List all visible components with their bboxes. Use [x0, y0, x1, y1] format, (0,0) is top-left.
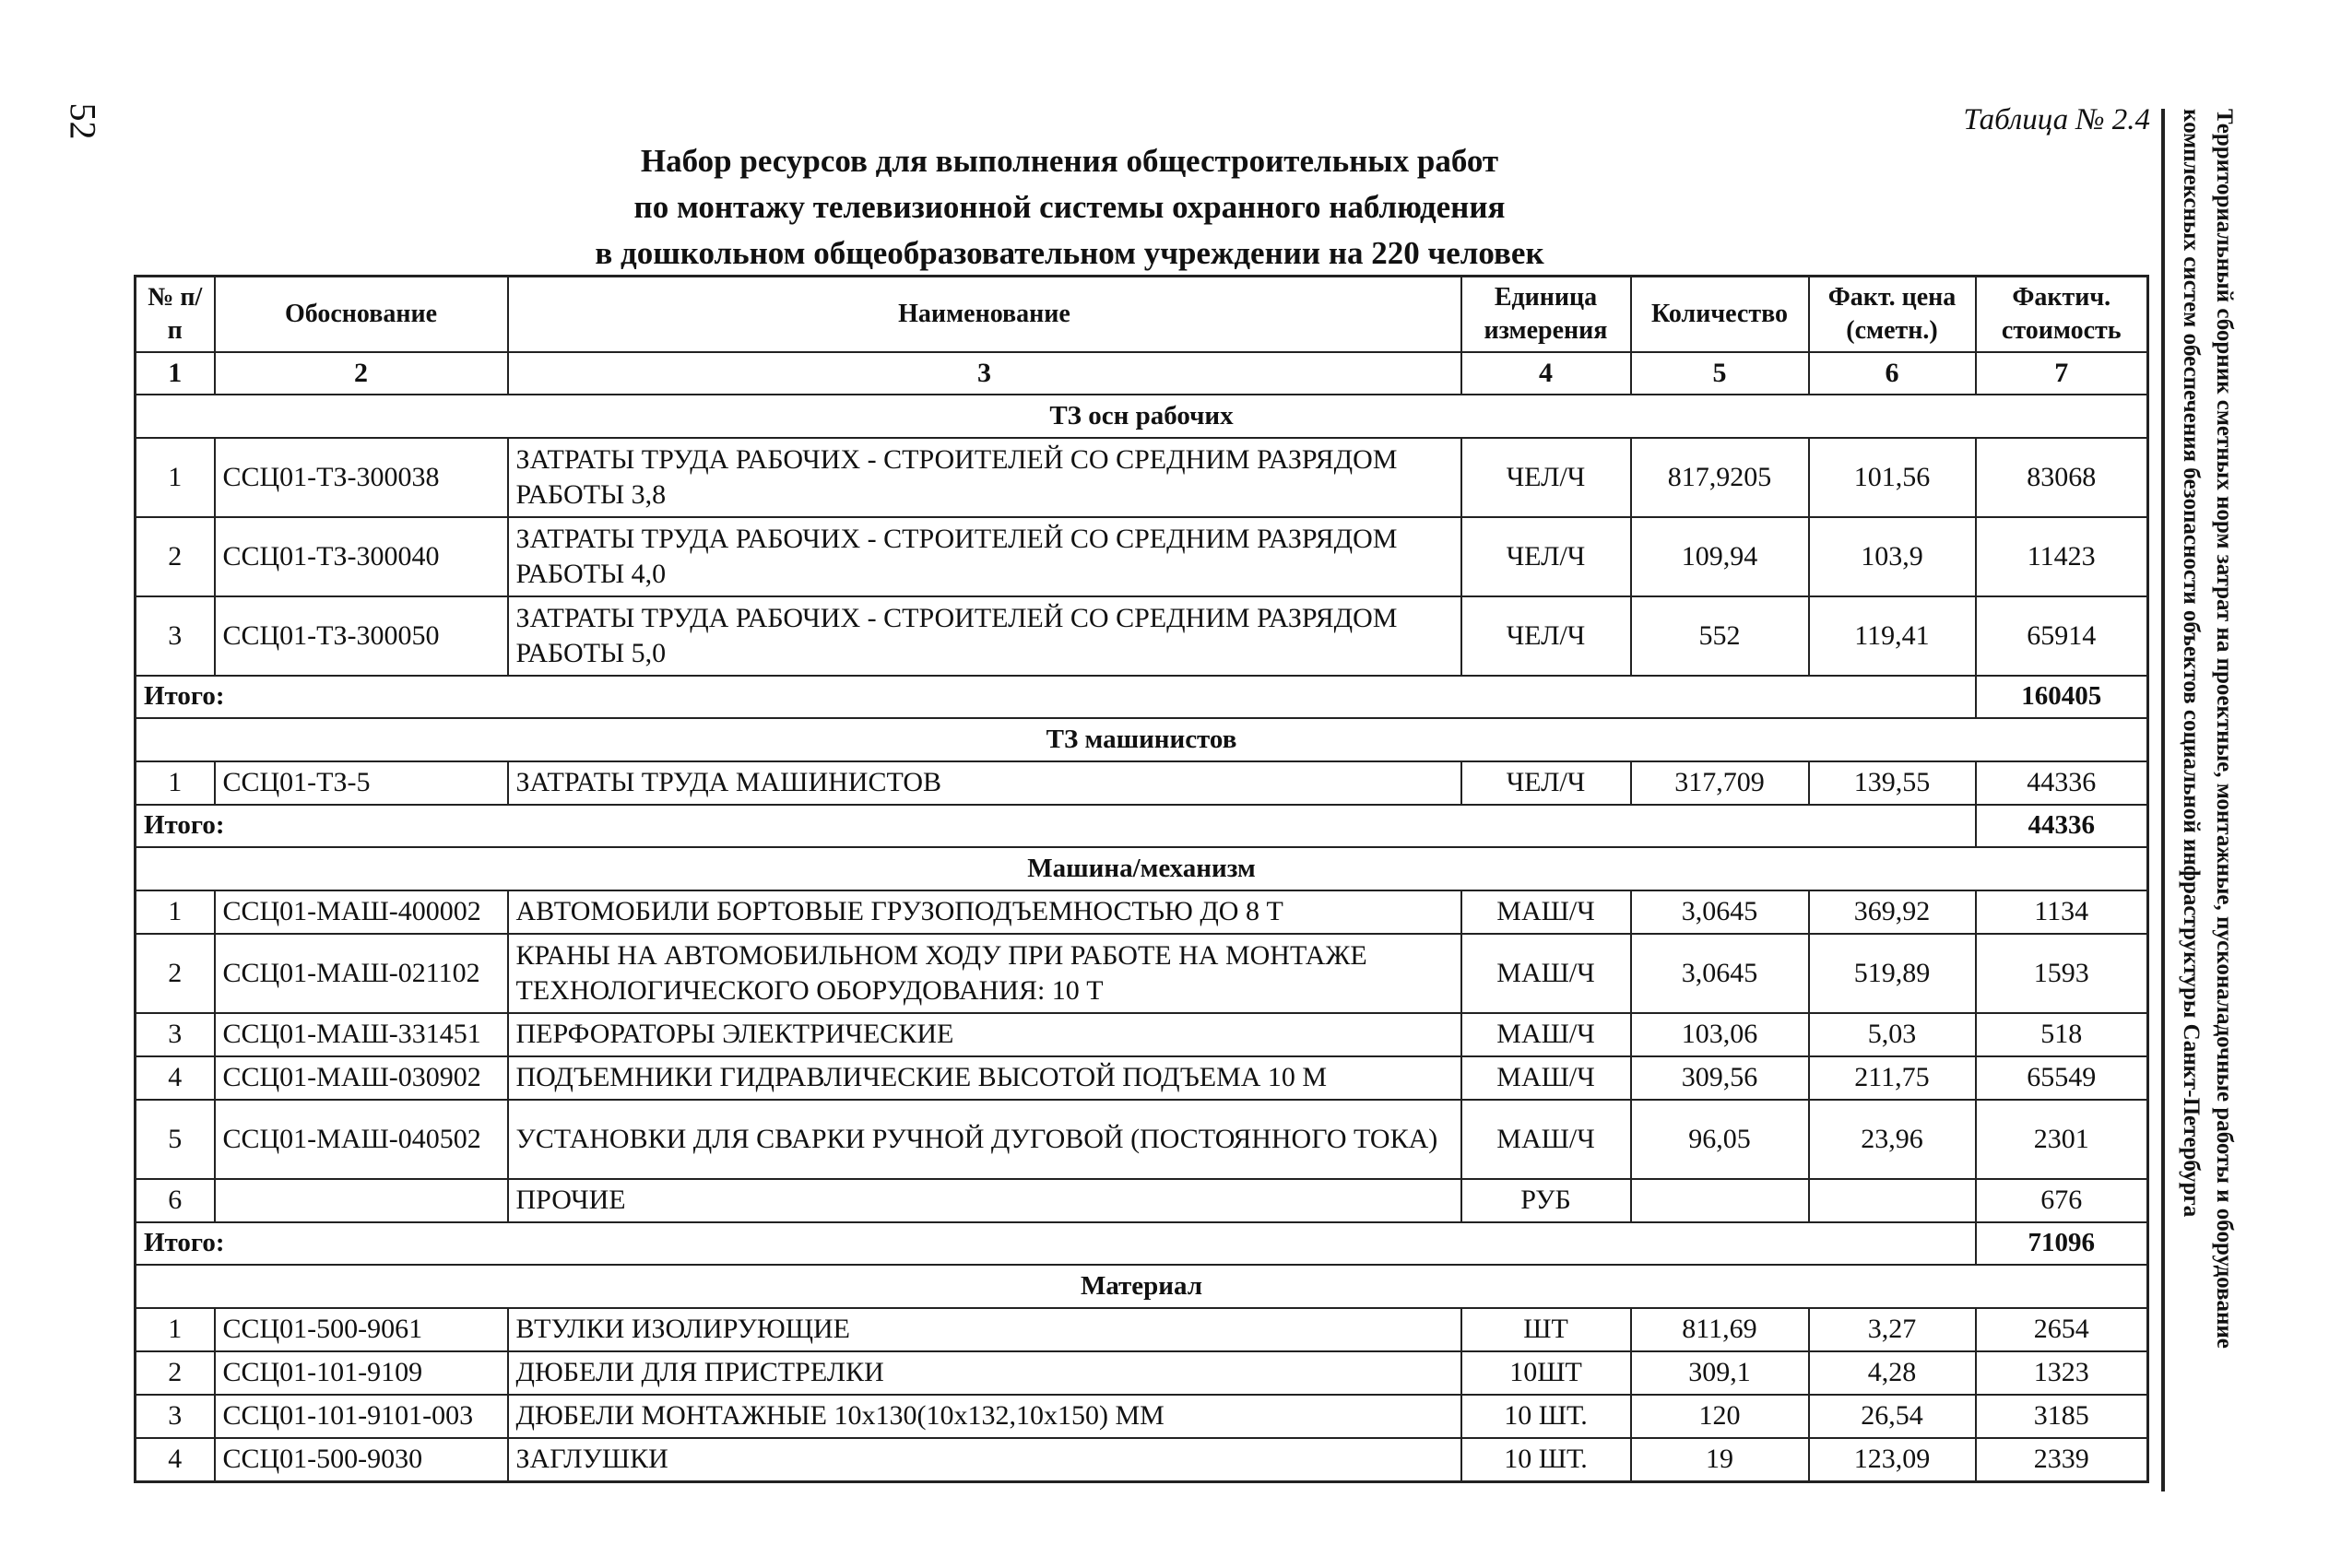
- row-quantity: 3,0645: [1631, 934, 1809, 1013]
- row-price: 369,92: [1809, 890, 1976, 934]
- row-basis-code: ССЦ01-101-9109: [215, 1351, 508, 1395]
- row-unit: ЧЕЛ/Ч: [1461, 761, 1631, 805]
- table-row: [136, 1013, 2148, 1056]
- row-number: 5: [136, 1100, 215, 1179]
- row-price: 519,89: [1809, 934, 1976, 1013]
- row-name: ПОДЪЕМНИКИ ГИДРАВЛИЧЕСКИЕ ВЫСОТОЙ ПОДЪЕМА 10 М: [508, 1056, 1461, 1100]
- section-header-row: [136, 1265, 2148, 1308]
- total-label: Итого:: [136, 805, 1976, 847]
- row-quantity: 811,69: [1631, 1308, 1809, 1351]
- column-number: 2: [215, 352, 508, 395]
- row-basis-code: ССЦ01-ТЗ-300040: [215, 517, 508, 596]
- row-name: ЗАТРАТЫ ТРУДА РАБОЧИХ - СТРОИТЕЛЕЙ СО СРЕДНИМ РАЗРЯДОМ РАБОТЫ 4,0: [508, 517, 1461, 596]
- row-unit: ЧЕЛ/Ч: [1461, 438, 1631, 517]
- row-number: 1: [136, 1308, 215, 1351]
- row-name: ЗАТРАТЫ ТРУДА РАБОЧИХ - СТРОИТЕЛЕЙ СО СРЕДНИМ РАЗРЯДОМ РАБОТЫ 5,0: [508, 596, 1461, 676]
- row-unit: 10 ШТ.: [1461, 1438, 1631, 1482]
- row-quantity: 109,94: [1631, 517, 1809, 596]
- row-quantity: 96,05: [1631, 1100, 1809, 1179]
- row-quantity: 309,56: [1631, 1056, 1809, 1100]
- total-row: [136, 676, 2148, 718]
- row-cost: 83068: [1976, 438, 2148, 517]
- row-price: 119,41: [1809, 596, 1976, 676]
- total-value: 71096: [1976, 1222, 2148, 1265]
- column-number-row: [136, 352, 2148, 395]
- row-cost: 3185: [1976, 1395, 2148, 1438]
- row-number: 2: [136, 1351, 215, 1395]
- table-row: [136, 1438, 2148, 1482]
- row-cost: 65914: [1976, 596, 2148, 676]
- table-row: [136, 934, 2148, 1013]
- page-number: 52: [62, 102, 104, 140]
- row-basis-code: ССЦ01-ТЗ-300038: [215, 438, 508, 517]
- row-quantity: [1631, 1179, 1809, 1222]
- total-label: Итого:: [136, 1222, 1976, 1265]
- title-line: в дошкольном общеобразовательном учреждении на 220 человек: [595, 235, 1544, 271]
- row-number: 2: [136, 517, 215, 596]
- row-cost: 2654: [1976, 1308, 2148, 1351]
- table-row: [136, 1308, 2148, 1351]
- row-unit: МАШ/Ч: [1461, 890, 1631, 934]
- row-basis-code: ССЦ01-ТЗ-5: [215, 761, 508, 805]
- row-name: ПЕРФОРАТОРЫ ЭЛЕКТРИЧЕСКИЕ: [508, 1013, 1461, 1056]
- column-number: 4: [1461, 352, 1631, 395]
- row-number: 3: [136, 1395, 215, 1438]
- row-cost: 1134: [1976, 890, 2148, 934]
- row-unit: ЧЕЛ/Ч: [1461, 596, 1631, 676]
- table-row: [136, 1056, 2148, 1100]
- section-title: ТЗ осн рабочих: [136, 395, 2148, 438]
- row-price: 101,56: [1809, 438, 1976, 517]
- row-name: ЗАТРАТЫ ТРУДА РАБОЧИХ - СТРОИТЕЛЕЙ СО СРЕДНИМ РАЗРЯДОМ РАБОТЫ 3,8: [508, 438, 1461, 517]
- total-label: Итого:: [136, 676, 1976, 718]
- row-quantity: 103,06: [1631, 1013, 1809, 1056]
- row-price: 211,75: [1809, 1056, 1976, 1100]
- row-quantity: 317,709: [1631, 761, 1809, 805]
- side-running-header: [2167, 109, 2241, 1409]
- row-number: 4: [136, 1056, 215, 1100]
- section-title: ТЗ машинистов: [136, 718, 2148, 761]
- row-unit: МАШ/Ч: [1461, 1056, 1631, 1100]
- row-name: ДЮБЕЛИ ДЛЯ ПРИСТРЕЛКИ: [508, 1351, 1461, 1395]
- row-unit: МАШ/Ч: [1461, 1013, 1631, 1056]
- row-cost: 1593: [1976, 934, 2148, 1013]
- column-number: 5: [1631, 352, 1809, 395]
- row-quantity: 309,1: [1631, 1351, 1809, 1395]
- row-basis-code: ССЦ01-МАШ-331451: [215, 1013, 508, 1056]
- row-name: ЗАТРАТЫ ТРУДА МАШИНИСТОВ: [508, 761, 1461, 805]
- row-price: 139,55: [1809, 761, 1976, 805]
- row-name: ДЮБЕЛИ МОНТАЖНЫЕ 10х130(10х132,10х150) ММ: [508, 1395, 1461, 1438]
- row-basis-code: ССЦ01-МАШ-040502: [215, 1100, 508, 1179]
- row-unit: 10 ШТ.: [1461, 1395, 1631, 1438]
- header-qty: Количество: [1631, 277, 1809, 352]
- table-row: [136, 517, 2148, 596]
- table-row: [136, 1395, 2148, 1438]
- table-row: [136, 1351, 2148, 1395]
- row-cost: 676: [1976, 1179, 2148, 1222]
- row-quantity: 19: [1631, 1438, 1809, 1482]
- row-number: 1: [136, 890, 215, 934]
- total-row: [136, 805, 2148, 847]
- row-price: 5,03: [1809, 1013, 1976, 1056]
- side-divider: [2161, 109, 2165, 1491]
- row-quantity: 120: [1631, 1395, 1809, 1438]
- total-value: 44336: [1976, 805, 2148, 847]
- section-header-row: [136, 847, 2148, 890]
- header-row: [136, 277, 2148, 352]
- row-basis-code: ССЦ01-МАШ-021102: [215, 934, 508, 1013]
- row-unit: МАШ/Ч: [1461, 934, 1631, 1013]
- row-cost: 65549: [1976, 1056, 2148, 1100]
- row-quantity: 817,9205: [1631, 438, 1809, 517]
- header-price: Факт. цена (сметн.): [1809, 277, 1976, 352]
- row-price: 123,09: [1809, 1438, 1976, 1482]
- resources-table: [134, 275, 2149, 1483]
- row-name: АВТОМОБИЛИ БОРТОВЫЕ ГРУЗОПОДЪЕМНОСТЬЮ ДО 8 Т: [508, 890, 1461, 934]
- row-cost: 11423: [1976, 517, 2148, 596]
- row-price: 23,96: [1809, 1100, 1976, 1179]
- total-row: [136, 1222, 2148, 1265]
- row-basis-code: ССЦ01-500-9030: [215, 1438, 508, 1482]
- row-number: 1: [136, 438, 215, 517]
- row-basis-code: ССЦ01-МАШ-030902: [215, 1056, 508, 1100]
- column-number: 3: [508, 352, 1461, 395]
- row-cost: 518: [1976, 1013, 2148, 1056]
- row-unit: ЧЕЛ/Ч: [1461, 517, 1631, 596]
- side-line: комплексных систем обеспечения безопасности объектов социальной инфраструктуры Санкт-Петербурга: [2179, 109, 2204, 1218]
- row-price: 4,28: [1809, 1351, 1976, 1395]
- column-number: 1: [136, 352, 215, 395]
- row-unit: РУБ: [1461, 1179, 1631, 1222]
- row-number: 1: [136, 761, 215, 805]
- header-basis: Обоснование: [215, 277, 508, 352]
- header-name: Наименование: [508, 277, 1461, 352]
- header-num: № п/п: [136, 277, 215, 352]
- row-unit: МАШ/Ч: [1461, 1100, 1631, 1179]
- title-line: Набор ресурсов для выполнения общестроительных работ: [640, 143, 1499, 179]
- row-name: ЗАГЛУШКИ: [508, 1438, 1461, 1482]
- row-number: 3: [136, 596, 215, 676]
- row-unit: 10ШТ: [1461, 1351, 1631, 1395]
- table-row: [136, 761, 2148, 805]
- row-number: 4: [136, 1438, 215, 1482]
- table-row: [136, 1179, 2148, 1222]
- row-price: [1809, 1179, 1976, 1222]
- header-unit: Единица измерения: [1461, 277, 1631, 352]
- row-name: КРАНЫ НА АВТОМОБИЛЬНОМ ХОДУ ПРИ РАБОТЕ НА МОНТАЖЕ ТЕХНОЛОГИЧЕСКОГО ОБОРУДОВАНИЯ: 10 Т: [508, 934, 1461, 1013]
- row-number: 3: [136, 1013, 215, 1056]
- row-number: 2: [136, 934, 215, 1013]
- row-price: 3,27: [1809, 1308, 1976, 1351]
- table-row: [136, 596, 2148, 676]
- title-line: по монтажу телевизионной системы охранного наблюдения: [633, 189, 1506, 225]
- row-name: ВТУЛКИ ИЗОЛИРУЮЩИЕ: [508, 1308, 1461, 1351]
- section-header-row: [136, 718, 2148, 761]
- row-name: ПРОЧИЕ: [508, 1179, 1461, 1222]
- header-cost: Фактич. стоимость: [1976, 277, 2148, 352]
- row-cost: 2301: [1976, 1100, 2148, 1179]
- row-price: 26,54: [1809, 1395, 1976, 1438]
- column-number: 6: [1809, 352, 1976, 395]
- row-basis-code: ССЦ01-МАШ-400002: [215, 890, 508, 934]
- row-quantity: 552: [1631, 596, 1809, 676]
- table-row: [136, 1100, 2148, 1179]
- table-row: [136, 438, 2148, 517]
- total-value: 160405: [1976, 676, 2148, 718]
- row-basis-code: [215, 1179, 508, 1222]
- section-title: Машина/механизм: [136, 847, 2148, 890]
- column-number: 7: [1976, 352, 2148, 395]
- row-basis-code: ССЦ01-101-9101-003: [215, 1395, 508, 1438]
- row-basis-code: ССЦ01-500-9061: [215, 1308, 508, 1351]
- row-basis-code: ССЦ01-ТЗ-300050: [215, 596, 508, 676]
- row-unit: ШТ: [1461, 1308, 1631, 1351]
- row-number: 6: [136, 1179, 215, 1222]
- table-row: [136, 890, 2148, 934]
- row-quantity: 3,0645: [1631, 890, 1809, 934]
- section-title: Материал: [136, 1265, 2148, 1308]
- table-label: Таблица № 2.4: [1963, 103, 2150, 136]
- side-line: Территориальный сборник сметных норм затрат на проектные, монтажные, пусконаладочные работы и оборудование: [2212, 109, 2237, 1349]
- row-cost: 44336: [1976, 761, 2148, 805]
- row-name: УСТАНОВКИ ДЛЯ СВАРКИ РУЧНОЙ ДУГОВОЙ (ПОСТОЯННОГО ТОКА): [508, 1100, 1461, 1179]
- section-header-row: [136, 395, 2148, 438]
- table-body: [136, 395, 2148, 1482]
- document-title: [129, 138, 2010, 277]
- row-price: 103,9: [1809, 517, 1976, 596]
- row-cost: 2339: [1976, 1438, 2148, 1482]
- row-cost: 1323: [1976, 1351, 2148, 1395]
